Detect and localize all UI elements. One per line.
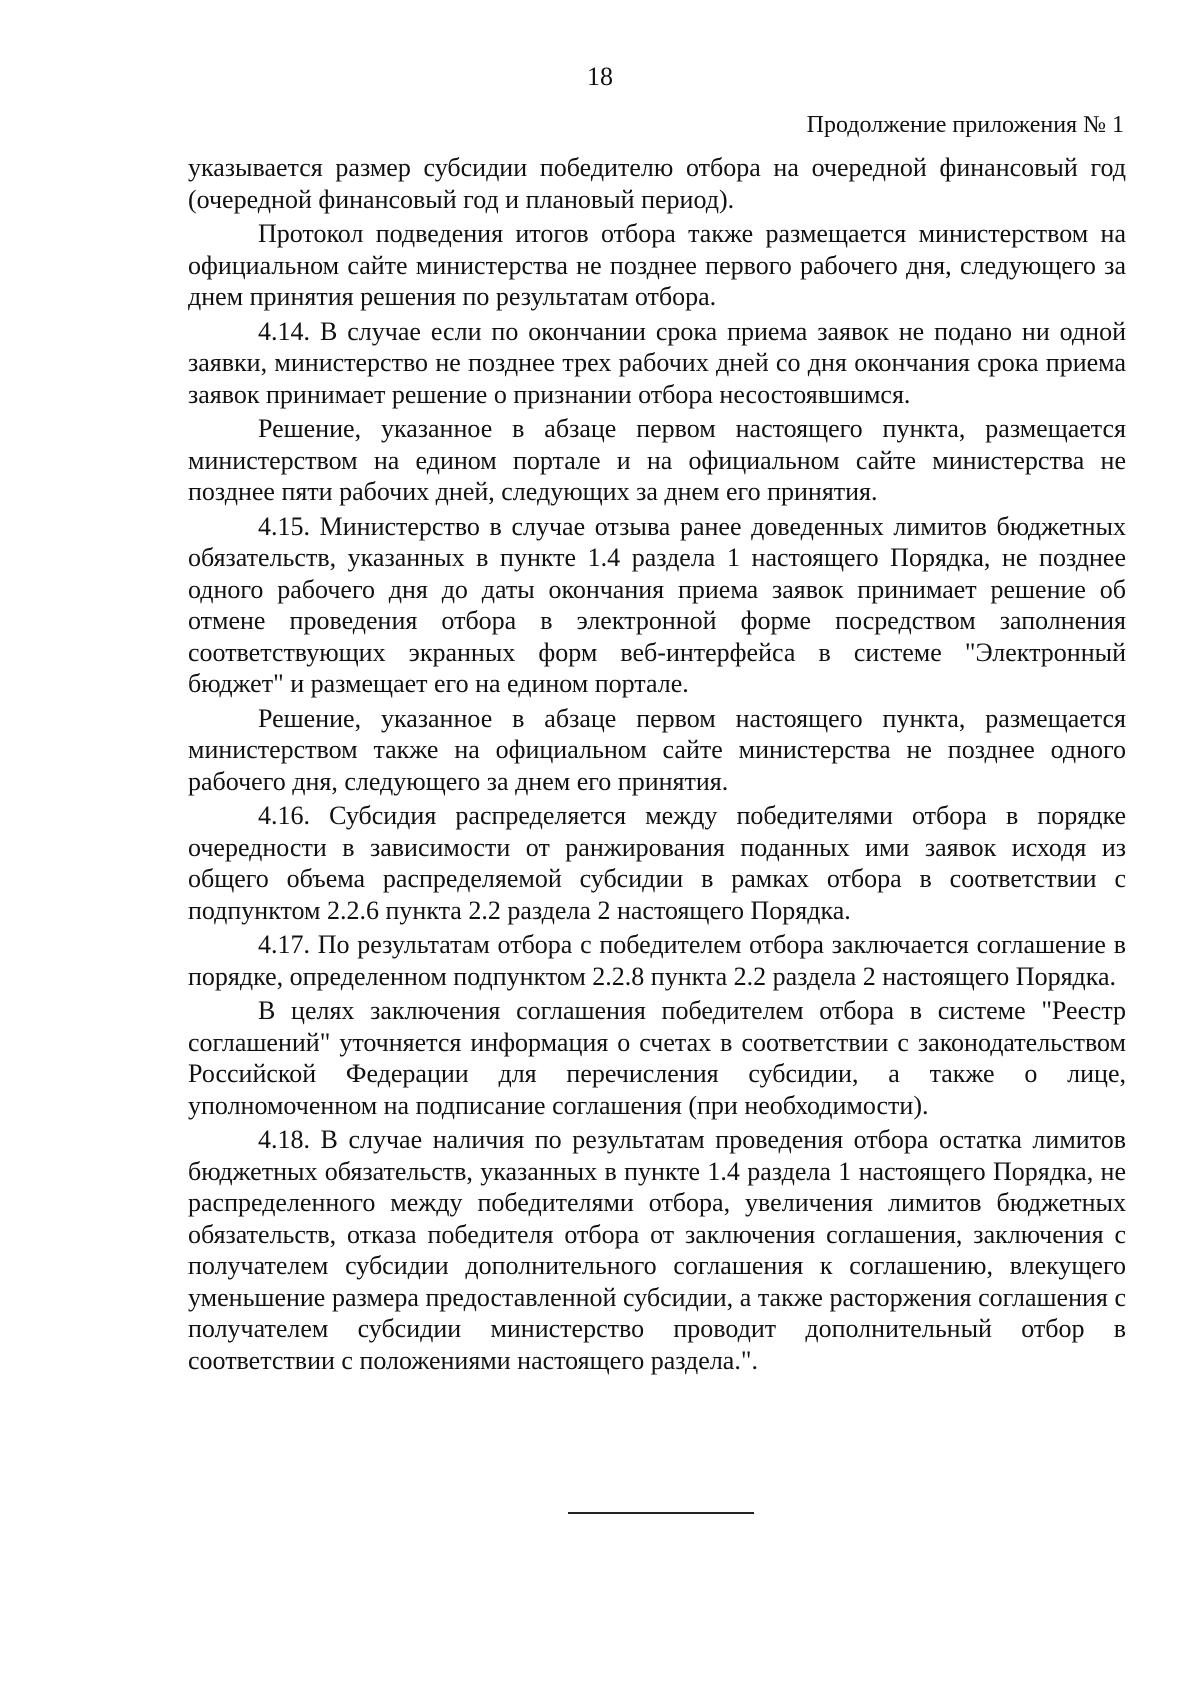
appendix-label: Продолжение приложения № 1 [806, 112, 1124, 138]
paragraph-4-14-decision: Решение, указанное в абзаце первом настоящего пункта, размещается министерством на едином портале и на официальном сайте министерства не позднее пяти рабочих дней, следующих за днем его принятия. [188, 414, 1126, 506]
paragraph-continuation: указывается размер субсидии победителю отбора на очередной финансовый год (очередной финансовый год и плановый период). [188, 153, 1126, 214]
paragraph-4-17-registry: В целях заключения соглашения победителем отбора в системе "Реестр соглашений" уточняется информация о счетах в соответствии с законодательством Российской Федерации для перечисления субсидии, а также о лице, уполномоченном на подписание соглашения (при необходимости). [188, 996, 1126, 1120]
document-body [188, 152, 1126, 1379]
paragraph-4-18: 4.18. В случае наличия по результатам проведения отбора остатка лимитов бюджетных обязательств, указанных в пункте 1.4 раздела 1 настоящего Порядка, не распределенного между победителями отбора, увеличения лимитов бюджетных обязательств, отказа победителя отбора от заключения соглашения, заключения с получателем субсидии дополнительного соглашения к соглашению, влекущего уменьшение размера предоставленной субсидии, а также расторжения соглашения с получателем субсидии министерство проводит дополнительный отбор в соответствии с положениями настоящего раздела.". [188, 1125, 1126, 1375]
paragraph-4-14: 4.14. В случае если по окончании срока приема заявок не подано ни одной заявки, министерство не позднее трех рабочих дней со дня окончания срока приема заявок принимает решение о признании отбора несостоявшимся. [188, 316, 1126, 409]
paragraph-4-15: 4.15. Министерство в случае отзыва ранее доведенных лимитов бюджетных обязательств, указанных в пункте 1.4 раздела 1 настоящего Порядка, не позднее одного рабочего дня до даты окончания приема заявок принимает решение об отмене проведения отбора в электронной форме посредством заполнения соответствующих экранных форм веб-интерфейса в системе "Электронный бюджет" и размещает его на едином портале. [188, 511, 1126, 698]
paragraph-4-16: 4.16. Субсидия распределяется между победителями отбора в порядке очередности в зависимости от ранжирования поданных ими заявок исходя из общего объема распределяемой субсидии в рамках отбора в соответствии с подпунктом 2.2.6 пункта 2.2 раздела 2 настоящего Порядка. [188, 801, 1126, 925]
paragraph-4-15-decision: Решение, указанное в абзаце первом настоящего пункта, размещается министерством также на официальном сайте министерства не позднее одного рабочего дня, следующего за днем его принятия. [188, 703, 1126, 796]
paragraph-4-17: 4.17. По результатам отбора с победителем отбора заключается соглашение в порядке, определенном подпунктом 2.2.8 пункта 2.2 раздела 2 настоящего Порядка. [188, 930, 1126, 991]
end-divider [568, 1512, 754, 1514]
page-number: 18 [587, 62, 613, 91]
paragraph-protocol: Протокол подведения итогов отбора также размещается министерством на официальном сайте министерства не позднее первого рабочего дня, следующего за днем принятия решения по результатам отбора. [188, 219, 1126, 311]
